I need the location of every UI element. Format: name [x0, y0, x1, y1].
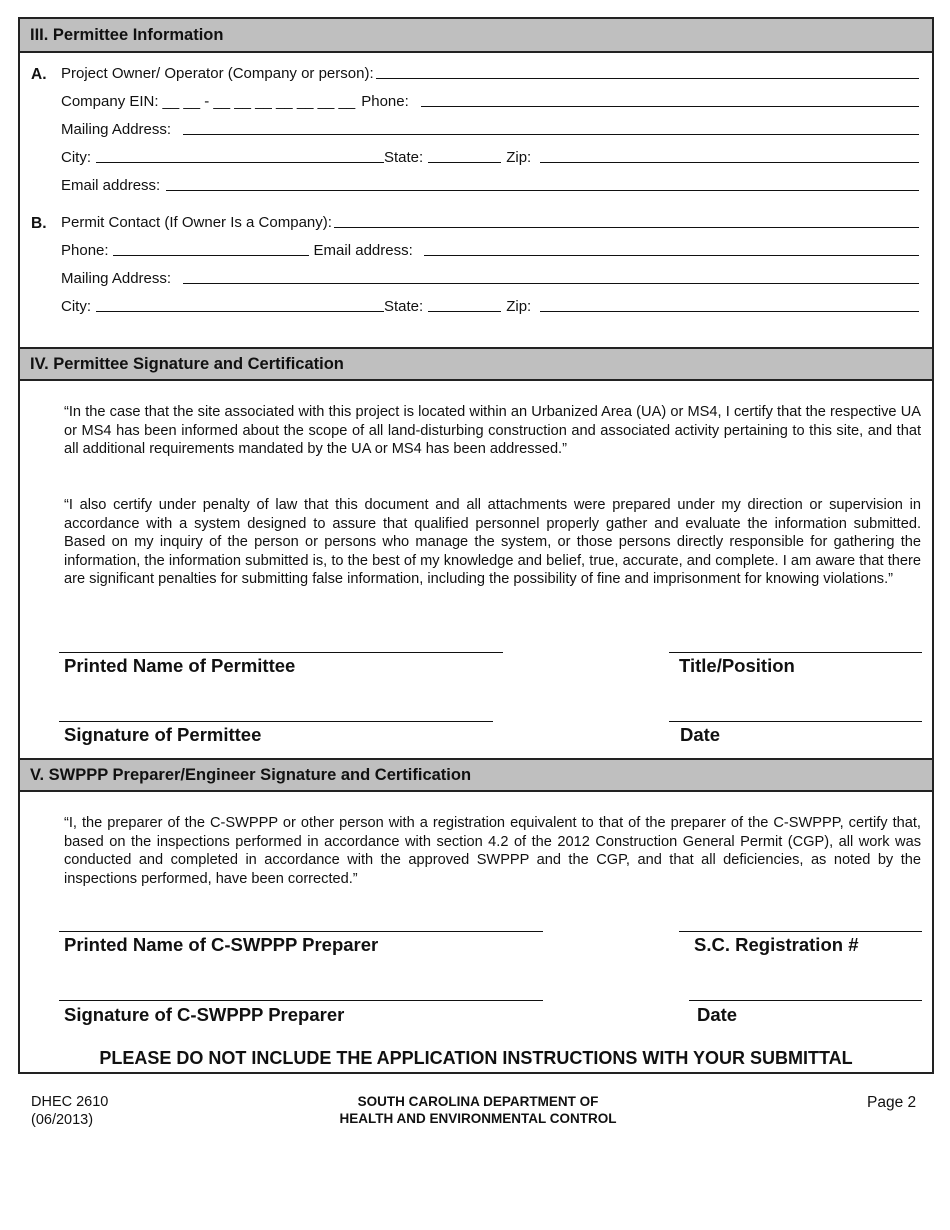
section-4-title: IV. Permittee Signature and Certification [30, 354, 344, 373]
permittee-title-line[interactable] [669, 652, 922, 653]
contact-phone-row [61, 242, 919, 259]
owner-email-row [61, 177, 919, 194]
permittee-signature-label: Signature of Permittee [64, 724, 262, 745]
preparer-date-label: Date [697, 1004, 738, 1025]
owner-label: Project Owner/ Operator (Company or person): [61, 65, 374, 82]
contact-email-label: Email address: [313, 242, 413, 259]
owner-mailing-row [61, 121, 919, 138]
owner-city-field[interactable] [96, 162, 384, 163]
contact-email-field[interactable] [424, 255, 919, 256]
ein-field[interactable]: __ __ - __ __ __ __ __ __ __ [162, 93, 356, 110]
owner-zip-field[interactable] [540, 162, 919, 163]
contact-city-label: City: [61, 298, 91, 315]
form-date: (06/2013) [31, 1112, 94, 1128]
section-3-title: III. Permittee Information [30, 25, 224, 44]
certification-paragraph-2: “I also certify under penalty of law that this document and all attachments were prepared under my direction or supervision in accordance with a system designed to assure that qualified personnel properly gather and evaluate the information submitted. Based on my inquiry of the person or persons who manage the system, or those persons directly responsible for gathering the information, the information submitted is, to the best of my knowledge and belief, true, accurate, and complete. I am aware that there are significant penalties for submitting false information, including the possibility of fine and imprisonment for knowing violations.” [64, 497, 921, 587]
preparer-signature-line[interactable] [59, 1000, 543, 1001]
permittee-date-label: Date [680, 724, 721, 745]
registration-label: S.C. Registration # [694, 934, 859, 955]
owner-mailing-label: Mailing Address: [61, 121, 172, 138]
contact-zip-label: Zip: [506, 298, 532, 315]
owner-email-field[interactable] [166, 190, 919, 191]
contact-city-row [61, 298, 919, 315]
permittee-name-line[interactable] [59, 652, 503, 653]
item-a-letter: A. [31, 66, 47, 83]
form-number: DHEC 2610 [31, 1094, 109, 1110]
contact-mailing-row [61, 270, 919, 287]
owner-field[interactable] [376, 78, 919, 79]
permittee-name-label: Printed Name of Permittee [64, 655, 296, 676]
certification-paragraph-1: “In the case that the site associated with this project is located within an Urbanized Area (UA) or MS4, I certify that the respective UA or MS4 has been informed about the scope of all land-disturbing construction and associated activity pertaining to this site, and that all additional requirements mandated by the UA or MS4 has been addressed.” [64, 404, 921, 457]
contact-city-field[interactable] [96, 311, 384, 312]
submittal-notice: PLEASE DO NOT INCLUDE THE APPLICATION INSTRUCTIONS WITH YOUR SUBMITTAL [99, 1048, 853, 1068]
owner-email-label: Email address: [61, 177, 161, 194]
preparer-name-label: Printed Name of C-SWPPP Preparer [64, 934, 379, 955]
owner-phone-field[interactable] [421, 106, 919, 107]
contact-label: Permit Contact (If Owner Is a Company): [61, 214, 332, 231]
ein-label: Company EIN: [61, 93, 159, 110]
contact-mailing-field[interactable] [183, 283, 919, 284]
form-number-block [31, 1093, 108, 1129]
form-frame [18, 17, 934, 1074]
contact-row [61, 214, 919, 231]
owner-city-label: City: [61, 149, 91, 166]
ein-row [61, 93, 919, 110]
contact-zip-field[interactable] [540, 311, 919, 312]
agency-line-1: SOUTH CAROLINA DEPARTMENT OF [357, 1094, 599, 1109]
contact-field[interactable] [334, 227, 919, 228]
preparer-date-line[interactable] [689, 1000, 922, 1001]
page-number: Page 2 [867, 1094, 917, 1111]
section-3-header [20, 19, 932, 53]
preparer-signature-label: Signature of C-SWPPP Preparer [64, 1004, 345, 1025]
owner-city-row [61, 149, 919, 166]
item-b-letter: B. [31, 215, 47, 232]
contact-mailing-label: Mailing Address: [61, 270, 172, 287]
owner-row [61, 65, 919, 82]
contact-phone-label: Phone: [61, 242, 109, 259]
owner-state-field[interactable] [428, 162, 501, 163]
owner-mailing-field[interactable] [183, 134, 919, 135]
agency-line-2: HEALTH AND ENVIRONMENTAL CONTROL [339, 1111, 617, 1126]
owner-state-label: State: [384, 149, 424, 166]
preparer-name-line[interactable] [59, 931, 543, 932]
permittee-signature-line[interactable] [59, 721, 493, 722]
section-5-header [20, 758, 932, 792]
contact-state-field[interactable] [428, 311, 501, 312]
registration-line[interactable] [679, 931, 922, 932]
permittee-title-label: Title/Position [679, 655, 795, 676]
preparer-certification-paragraph: “I, the preparer of the C-SWPPP or other person with a registration equivalent to that of the preparer of the C-SWPPP, certify that, based on the inspections performed in accordance with section 4.2 of the 2012 Construction General Permit (CGP), all work was conducted and completed in accordance with the approved SWPPP and the CGP, and that all deficiencies, as noted by the inspections performed, have been corrected.” [64, 815, 921, 887]
section-4-header [20, 347, 932, 381]
contact-phone-field[interactable] [113, 255, 309, 256]
contact-state-label: State: [384, 298, 424, 315]
agency-name [300, 1093, 656, 1127]
owner-phone-label: Phone: [361, 93, 409, 110]
permittee-date-line[interactable] [669, 721, 922, 722]
section-5-title: V. SWPPP Preparer/Engineer Signature and Certification [30, 765, 472, 784]
owner-zip-label: Zip: [506, 149, 532, 166]
